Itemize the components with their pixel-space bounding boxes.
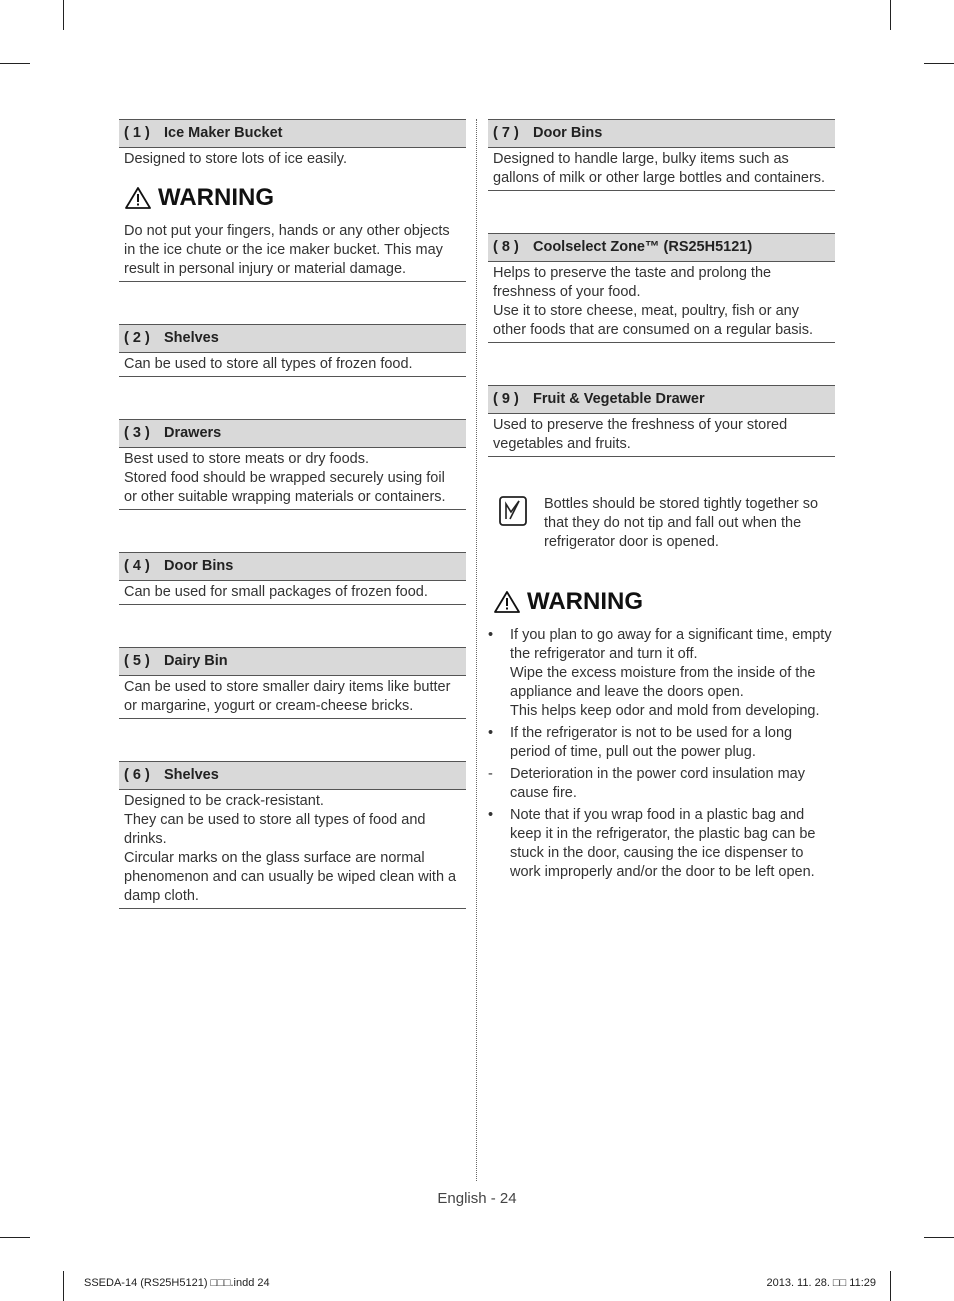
section-title: Shelves [164,330,219,346]
section-number: ( 3 ) [124,425,150,441]
crop-mark [0,1237,30,1238]
section-body [119,448,466,509]
section-title: Dairy Bin [164,653,228,669]
column-divider [476,119,477,1181]
section-title: Fruit & Vegetable Drawer [533,391,705,407]
bullet-mark: • [488,807,494,823]
crop-mark [890,1271,891,1301]
warning-triangle-icon [124,186,152,210]
list-item-text: Wipe the excess moisture from the inside of the appliance and leave the doors open. [510,665,816,700]
left-column [119,119,466,909]
section-text: Stored food should be wrapped securely using foil or other suitable wrapping materials or containers. [124,470,446,505]
section-title: Door Bins [533,125,603,141]
section [488,233,835,343]
bullet-mark: • [488,627,494,643]
section-header [119,761,466,790]
list-item [488,724,835,762]
warning-triangle-icon [493,590,521,614]
section-body [488,414,835,456]
section-header [119,552,466,581]
section-number: ( 8 ) [493,239,519,255]
section-title: Coolselect Zone™ (RS25H5121) [533,239,753,255]
list-item-text: This helps keep odor and mold from developing. [510,703,820,719]
section-text: They can be used to store all types of food and drinks. [124,812,426,847]
section [119,119,466,171]
list-item [488,626,835,721]
bullet-mark: • [488,725,494,741]
section-header [119,419,466,448]
section [119,647,466,719]
section-title: Shelves [164,767,219,783]
section-text: Designed to handle large, bulky items such as gallons of milk or other large bottles and containers. [493,151,826,186]
section-body [119,581,466,604]
note-pencil-icon [498,495,528,527]
section [119,761,466,909]
section-body [488,148,835,190]
section-text: Used to preserve the freshness of your stored vegetables and fruits. [493,417,788,452]
section [488,119,835,191]
section-text: Circular marks on the glass surface are normal phenomenon and can usually be wiped clean with a damp cloth. [124,850,457,904]
list-item-text: Note that if you wrap food in a plastic bag and keep it in the refrigerator, the plastic bag can be stuck in the door, causing the ice dispenser to work improperly and/or the door to be left open. [510,807,816,880]
section-text: Can be used to store smaller dairy items like butter or margarine, yogurt or cream-cheese bricks. [124,679,451,714]
section-number: ( 2 ) [124,330,150,346]
section-title: Drawers [164,425,222,441]
warning-text: Do not put your fingers, hands or any other objects in the ice chute or the ice maker bucket. This may result in personal injury or material damage. [124,223,450,277]
section-number: ( 9 ) [493,391,519,407]
section-ice-maker-bucket [119,119,466,171]
section [119,324,466,377]
date-slug: 2013. 11. 28. □□ 11:29 [766,1277,876,1289]
section-body [119,790,466,908]
list-item-text: If the refrigerator is not to be used for a long period of time, pull out the power plug. [510,725,793,760]
section-text: Best used to store meats or dry foods. [124,451,370,467]
section [119,419,466,510]
warning-title: WARNING [158,184,274,211]
section-title: Door Bins [164,558,234,574]
right-sections [488,119,835,457]
section-text: Use it to store cheese, meat, poultry, fish or any other foods that are consumed on a regular basis. [493,303,813,338]
section [119,552,466,605]
section-header [119,647,466,676]
page-number: English - 24 [437,1190,517,1207]
section-header [488,119,835,148]
list-item [488,806,835,882]
crop-mark [924,63,954,64]
section-number: ( 6 ) [124,767,150,783]
crop-mark [0,63,30,64]
list-item-text: If you plan to go away for a significant time, empty the refrigerator and turn it off. [510,627,832,662]
section-text: Can be used to store all types of frozen food. [124,356,413,372]
note-box [498,495,835,552]
crop-mark [890,0,891,30]
section-body [119,353,466,376]
section-text: Designed to be crack-resistant. [124,793,324,809]
section-title: Ice Maker Bucket [164,125,283,141]
section-header [488,385,835,414]
section-header [119,324,466,353]
section-body [488,262,835,342]
warning-list [488,626,835,882]
section-number: ( 5 ) [124,653,150,669]
bullet-mark: - [488,766,493,782]
left-sections [119,324,466,909]
warning-box [119,184,466,282]
crop-mark [924,1237,954,1238]
warning-heading [493,588,835,616]
warning-heading [124,184,466,212]
section-header [119,119,466,148]
right-column [488,119,835,885]
list-item-text: Deterioration in the power cord insulation may cause fire. [510,766,805,801]
crop-mark [63,1271,64,1301]
warning-title: WARNING [527,588,643,615]
section-text: Helps to preserve the taste and prolong the freshness of your food. [493,265,772,300]
note-text: Bottles should be stored tightly together so that they do not tip and fall out when the refrigerator door is opened. [544,496,819,550]
section-body [119,148,466,171]
list-item [488,765,835,803]
section [488,385,835,457]
section-text: Can be used for small packages of frozen food. [124,584,428,600]
section-number: ( 4 ) [124,558,150,574]
section-number: ( 1 ) [124,125,150,141]
section-number: ( 7 ) [493,125,519,141]
section-body [119,676,466,718]
section-header [488,233,835,262]
file-slug: SSEDA-14 (RS25H5121) □□□.indd 24 [84,1277,270,1289]
section-text: Designed to store lots of ice easily. [124,151,347,167]
crop-mark [63,0,64,30]
